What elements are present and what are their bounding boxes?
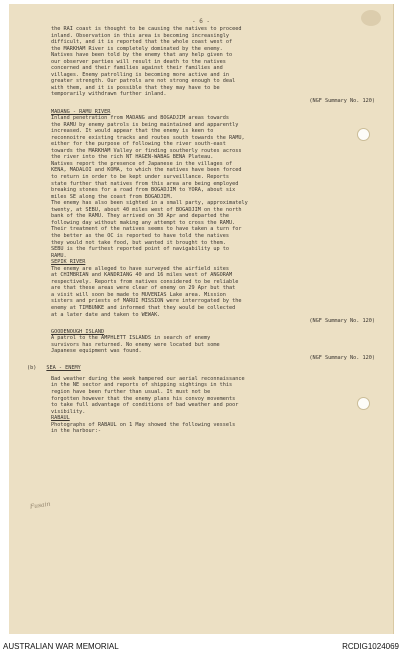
text-line: The enemy has also been sighted in a small party, approximately <box>51 200 248 207</box>
text-line: the RAMU by enemy patrols is being maintained and apparently <box>51 121 239 128</box>
text-line: Natives report the presence of Japanese in the villages of <box>51 160 233 167</box>
text-line: enemy at TIMBUNKE and informed that they would be collected <box>51 304 236 311</box>
footer-bar <box>0 640 403 654</box>
text-line: Their treatment of the natives seems to have taken a turn for <box>51 226 242 233</box>
text-line: the river into the rich NT HAGEN-WABAG BENA Plateau. <box>51 154 214 161</box>
text-line: to take full advantage of conditions of bad weather and poor <box>51 402 239 409</box>
text-line: sisters and priests of MARUI MISSION were interrogated by the <box>51 298 242 305</box>
text-line: bank of the RAMU. They arrived on 30 Apr and departed the <box>51 213 230 220</box>
text-line: twenty, at SEBU, about 40 miles west of BOGADJIM on the north <box>51 206 242 213</box>
footer-record-id: RCDIG1024069 <box>342 642 399 651</box>
text-line: in the NE sector and reports of shipping sightings in this <box>51 382 233 389</box>
text-line: the better as the OC is reported to have told the natives <box>51 232 230 239</box>
text-line: increased. It would appear that the enemy is keen to <box>51 128 214 135</box>
section-heading: SEPIK RIVER <box>51 259 86 266</box>
margin-annotation: Fusain <box>29 500 51 511</box>
text-line: with them, and it is possible that they may have to be <box>51 84 220 91</box>
text-line: reconnoitre existing tracks and routes south towards the RAMU, <box>51 134 245 141</box>
text-line: RAMU. <box>51 252 67 259</box>
text-line: breaking stones for a road from BOGADJIM to YORA, about six <box>51 187 236 194</box>
text-line: difficult, and it is reported that the whole coast west of <box>51 39 233 46</box>
document-page <box>9 4 394 634</box>
text-line: temporarily withdrawn further inland. <box>51 91 167 98</box>
text-line: forgotten however that the enemy plans his convoy movements <box>51 395 236 402</box>
text-line: Bad weather during the week hampered our aerial reconnaissance <box>51 375 245 382</box>
text-line: respectively. Reports from natives considered to be reliable <box>51 278 239 285</box>
text-line: region have been further than usual. It must not be <box>51 388 211 395</box>
text-line: Natives have been told by the enemy that any help given to <box>51 52 233 59</box>
text-line: our observer parties will result in death to the natives <box>51 58 226 65</box>
text-line: they would not take food, but wanted it brought to them. <box>51 239 226 246</box>
footer-archive-name: AUSTRALIAN WAR MEMORIAL <box>3 642 119 651</box>
text-line: greater strength. Our patrols are not strong enough to deal <box>51 78 236 85</box>
text-line: concerned and their families against their families and <box>51 65 223 72</box>
subsection-title: SEA - ENEMY <box>46 365 81 372</box>
section-heading: MADANG - RAMU RIVER <box>51 108 111 115</box>
text-line: the MARKHAM River is completely dominated by the enemy. <box>51 45 223 52</box>
text-line: following day without making any attempt to cross the RAMU. <box>51 219 236 226</box>
text-line: either for the purpose of following the river south-east <box>51 141 226 148</box>
text-line: inland. Observation in this area is becoming increasingly <box>51 32 230 39</box>
source-reference: (NGF Summary No. 120) <box>309 98 375 105</box>
text-line: towards the MARKHAM Valley or finding southerly routes across <box>51 147 242 154</box>
source-reference: (NGF Summary No. 120) <box>309 354 375 361</box>
subsection-label: (b) <box>27 365 37 372</box>
text-line: in the harbour:- <box>51 428 101 435</box>
text-line: Photographs of RABAUL on 1 May showed the following vessels <box>51 421 236 428</box>
text-line: SEBU is the furthest reported point of navigability up to <box>51 246 230 253</box>
text-line: A patrol to the AMPHLETT ISLANDS in search of enemy <box>51 335 211 342</box>
document-text-body <box>27 26 381 435</box>
section-heading: GOODENOUGH ISLAND <box>51 328 105 335</box>
text-line: Japanese equipment was found. <box>51 348 142 355</box>
text-line: to return in order to be kept under surveillance. Reports <box>51 174 230 181</box>
text-line: at CHIMBRIAN and KANDRIANG 40 and 16 miles west of ANGORAM <box>51 272 233 279</box>
page-number: - 6 - <box>191 18 211 25</box>
text-line: KENA, MADALOI and KOMA, to which the natives have been forced <box>51 167 242 174</box>
text-line: The enemy are alleged to have surveyed the airfield sites <box>51 265 230 272</box>
text-line: at a later date and taken to WEWAK. <box>51 311 161 318</box>
text-line: visibility. <box>51 408 86 415</box>
text-line: Inland penetration from MADANG and BOGADJIM areas towards <box>51 115 230 122</box>
text-line: miles SE along the coast from BOGADJIM. <box>51 193 173 200</box>
text-line: are that these areas were clear of enemy on 29 Apr but that <box>51 285 236 292</box>
text-line: a visit will soon be made to MUVENIAS Lake area. Mission <box>51 291 226 298</box>
source-reference: (NGF Summary No. 120) <box>309 318 375 325</box>
text-line: the RAI coast is thought to be causing the natives to proceed <box>51 26 242 32</box>
section-heading: RABAUL <box>51 415 70 422</box>
text-line: survivors has returned. No enemy were located but some <box>51 341 220 348</box>
text-line: villages. Enemy patrolling is becoming more active and in <box>51 71 230 78</box>
text-line: state further that natives from this area are being employed <box>51 180 239 187</box>
